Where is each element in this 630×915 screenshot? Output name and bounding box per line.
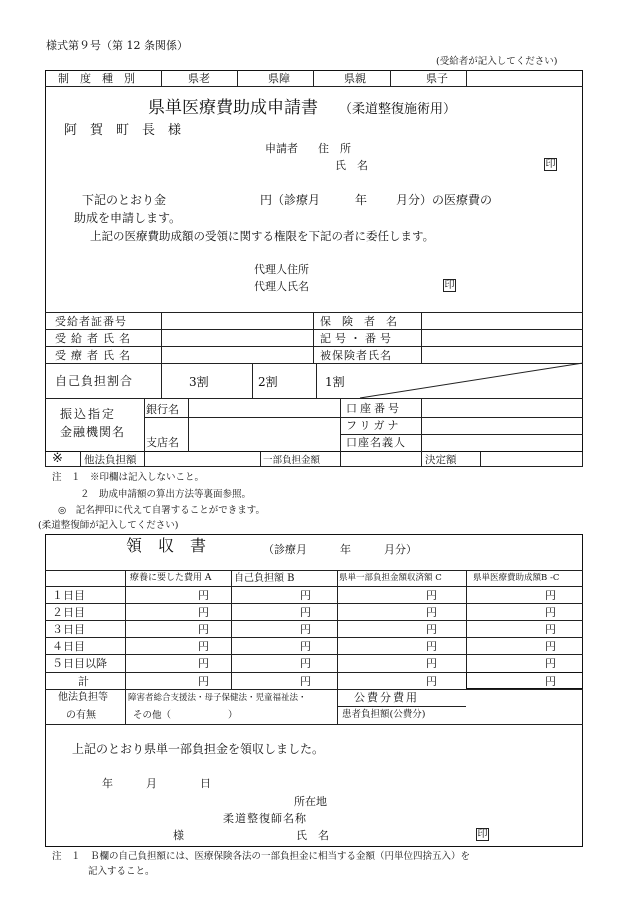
- yen-mark: 円: [300, 675, 311, 688]
- furigana-field[interactable]: [421, 417, 583, 434]
- applicant-label: 申請者: [265, 142, 298, 155]
- yen-mark: 円: [300, 606, 311, 619]
- agent-address-label: 代理人住所: [254, 263, 309, 276]
- body-line2: 助成を申請します。: [74, 211, 182, 225]
- other-burden-label-1: 他法負担等: [58, 692, 108, 703]
- patient-public-label: 患者負担額(公費分): [342, 709, 426, 720]
- agent-name-label: 代理人氏名: [254, 280, 309, 293]
- date-year: 年: [102, 777, 113, 790]
- receipt-period: （診療月 年 月分）: [263, 543, 417, 556]
- recipient-no-label: 受給者証番号: [55, 315, 127, 328]
- yen-mark: 円: [545, 657, 556, 670]
- day-row-label: ２日目: [52, 606, 85, 619]
- office-use-mark: ※: [52, 451, 63, 466]
- yen-mark: 円: [545, 589, 556, 602]
- col-header-b: 自己負担額 B: [234, 573, 295, 584]
- yen-mark: 円: [198, 675, 209, 688]
- col-header-a: 療養に要した費用 A: [130, 573, 212, 583]
- total-row-label: 計: [78, 675, 89, 688]
- yen-mark: 円: [198, 606, 209, 619]
- receipt-title: 領 収 書: [126, 536, 207, 555]
- copay-ratio-label: 自己負担割合: [55, 374, 134, 388]
- other-law-label: 他法負担額: [84, 454, 137, 466]
- day-row-label: ３日目: [52, 623, 85, 636]
- insured-name-label: 被保険者氏名: [320, 349, 392, 362]
- insurer-label: 保 険 者 名: [320, 315, 397, 328]
- footnote-2: 記入すること。: [88, 866, 155, 877]
- form-title-sub: （柔道整復施術用）: [339, 102, 457, 117]
- yen-mark: 円: [198, 589, 209, 602]
- public-cost-field[interactable]: [466, 689, 583, 724]
- yen-mark: 円: [300, 589, 311, 602]
- decided-label: 決定額: [425, 454, 457, 466]
- note-3: ◎ 記名押印に代えて自署することができます。: [58, 505, 266, 516]
- applicant-address-label: 住 所: [318, 142, 351, 155]
- yen-mark: 円: [426, 640, 437, 653]
- day-row-label: ５日目以降: [52, 657, 107, 670]
- agent-seal: 印: [444, 280, 455, 291]
- bank-name-label: 銀行名: [146, 403, 179, 416]
- copay-2[interactable]: 2割: [258, 375, 278, 389]
- yen-mark: 円: [300, 640, 311, 653]
- branch-label: 支店名: [146, 436, 179, 449]
- bank-label-1: 振込指定: [60, 407, 117, 421]
- other-burden-label-2: の有無: [66, 710, 96, 721]
- judo-shimei-label: 氏 名: [296, 829, 329, 842]
- yen-mark: 円: [198, 657, 209, 670]
- note-2: ２ 助成申請額の算出方法等裏面参照。: [80, 489, 252, 500]
- yen-mark: 円: [426, 589, 437, 602]
- holder-field[interactable]: [421, 434, 583, 452]
- yen-mark: 円: [545, 675, 556, 688]
- category-kenro[interactable]: 県老: [188, 72, 210, 85]
- received-statement: 上記のとおり県単一部負担金を領収しました。: [72, 742, 325, 756]
- date-day: 日: [200, 777, 211, 790]
- body-line1-c: 年: [355, 193, 368, 207]
- yen-mark: 円: [426, 606, 437, 619]
- applicant-name-label: 氏 名: [335, 159, 368, 172]
- branch-field[interactable]: [188, 417, 340, 452]
- judo-name-label: 柔道整復師名称: [223, 812, 307, 825]
- judo-instruction: (柔道整復師が記入してください): [38, 520, 179, 531]
- recipient-instruction: (受給者が記入してください): [436, 56, 558, 67]
- yen-mark: 円: [300, 623, 311, 636]
- category-label: 制 度 種 別: [58, 72, 135, 85]
- footnote-1: 注 １ Ｂ欄の自己負担額には、医療保険各法の一部負担金に相当する金額（円単位四捨五入）を: [52, 851, 471, 862]
- form-number: 様式第９号（第 12 条関係）: [46, 39, 188, 52]
- holder-label: 口座名義人: [346, 436, 406, 449]
- patient-name-label: 受療者氏名: [55, 349, 135, 362]
- form-title: 県単医療費助成申請書: [148, 98, 318, 118]
- bank-name-field[interactable]: [188, 398, 340, 417]
- copay-1[interactable]: 1割: [325, 375, 345, 389]
- location-label: 所在地: [294, 795, 327, 808]
- subsidy-total-field[interactable]: [466, 672, 583, 689]
- furigana-label: フリガナ: [346, 419, 402, 432]
- yen-mark: 円: [300, 657, 311, 670]
- public-cost-label: 公費分費用: [354, 691, 419, 704]
- yen-mark: 円: [198, 640, 209, 653]
- yen-mark: 円: [545, 640, 556, 653]
- category-kenko[interactable]: 県子: [426, 72, 448, 85]
- yen-mark: 円: [198, 623, 209, 636]
- col-header-c: 県単一部負担金額収済額 C: [339, 573, 442, 583]
- yen-mark: 円: [426, 623, 437, 636]
- col-header-bc: 県単医療費助成額B -C: [473, 573, 560, 583]
- date-month: 月: [146, 777, 157, 790]
- yen-mark: 円: [426, 675, 437, 688]
- category-kenshin[interactable]: 県親: [344, 72, 366, 85]
- body-line1-a: 下記のとおり金: [82, 193, 167, 207]
- symbol-no-label: 記号・番号: [320, 332, 395, 345]
- judo-seal: 印: [477, 829, 488, 840]
- yen-mark: 円: [426, 657, 437, 670]
- yen-mark: 円: [545, 623, 556, 636]
- yen-mark: 円: [545, 606, 556, 619]
- partial-label: 一部負担金額: [263, 455, 321, 466]
- other-burden-text-1: 障害者総合支援法・母子保健法・児童福祉法・: [128, 693, 307, 703]
- day-row-label: １日目: [52, 589, 85, 602]
- recipient-name-label: 受給者氏名: [55, 332, 135, 345]
- note-1: 注 １ ※印欄は記入しないこと。: [52, 472, 205, 483]
- sama-label: 様: [173, 829, 184, 842]
- body-line3: 上記の医療費助成額の受領に関する権限を下記の者に委任します。: [90, 229, 435, 243]
- applicant-seal: 印: [545, 159, 556, 170]
- body-line1-b: 円（診療月: [260, 193, 321, 207]
- account-no-field[interactable]: [421, 398, 583, 417]
- account-no-label: 口座番号: [346, 402, 402, 415]
- copay-3[interactable]: 3割: [189, 375, 209, 389]
- category-kensho[interactable]: 県障: [268, 72, 290, 85]
- other-burden-text-2[interactable]: その他（ ）: [133, 710, 238, 721]
- bank-label-2: 金融機関名: [60, 425, 126, 439]
- addressee: 阿 賀 町 長 様: [64, 123, 182, 138]
- day-row-label: ４日目: [52, 640, 85, 653]
- body-line1-d: 月分）の医療費の: [396, 193, 493, 207]
